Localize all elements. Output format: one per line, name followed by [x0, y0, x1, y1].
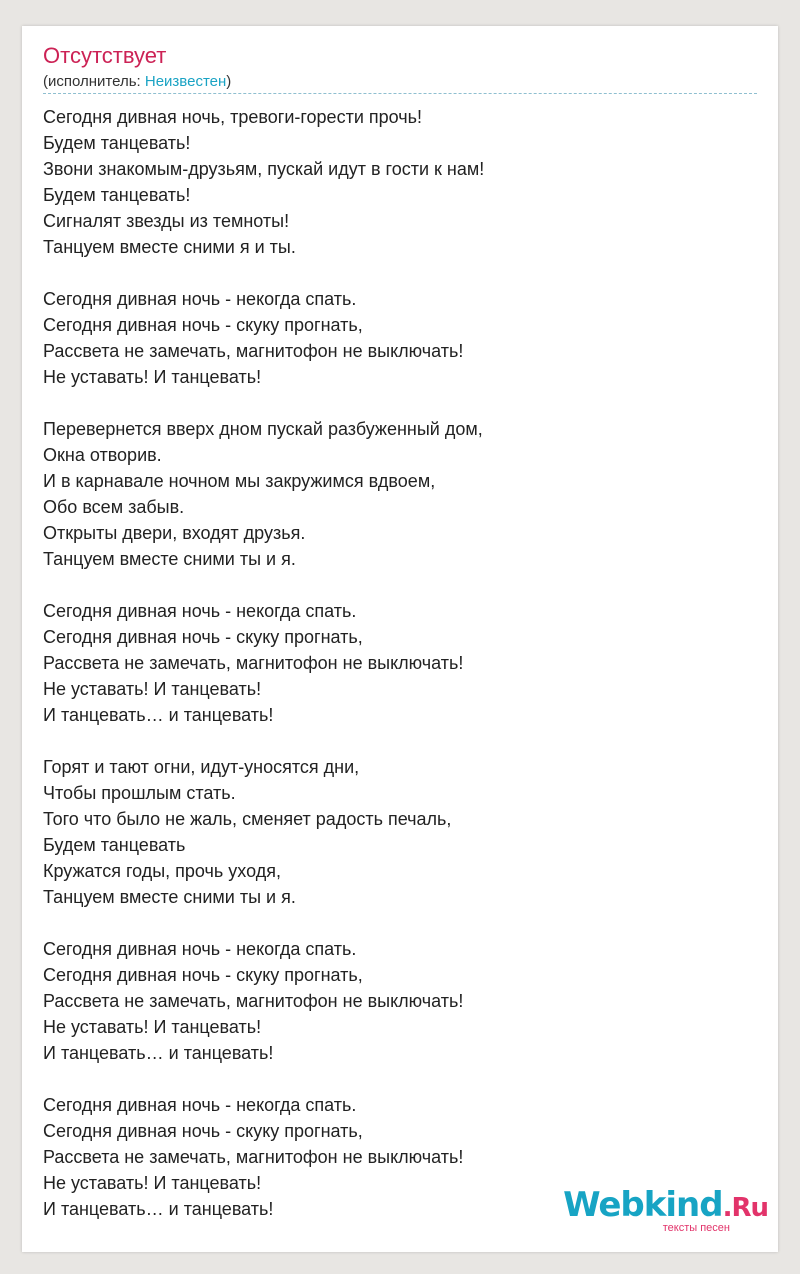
lyric-line: И танцевать… и танцевать! — [43, 1043, 274, 1063]
lyric-line: Не уставать! И танцевать! — [43, 1173, 262, 1193]
lyric-line: Сегодня дивная ночь - скуку прогнать, — [43, 315, 363, 335]
lyric-line: Кружатся годы, прочь уходя, — [43, 861, 281, 881]
lyric-line: Сегодня дивная ночь - скуку прогнать, — [43, 1121, 363, 1141]
lyric-line: Сегодня дивная ночь - скуку прогнать, — [43, 965, 363, 985]
artist-prefix: (исполнитель: — [43, 73, 145, 90]
lyric-line: Будем танцевать — [43, 835, 186, 855]
logo-word: Webkind — [563, 1185, 723, 1225]
lyric-line: И в карнавале ночном мы закружимся вдвоем, — [43, 471, 436, 491]
lyrics-stanza — [43, 104, 757, 260]
lyric-line: Чтобы прошлым стать. — [43, 783, 236, 803]
lyric-line: Танцуем вместе сними ты и я. — [43, 887, 296, 907]
lyric-line: Будем танцевать! — [43, 133, 191, 153]
lyric-line: Рассвета не замечать, магнитофон не выключать! — [43, 1147, 464, 1167]
artist-link[interactable]: Неизвестен — [144, 73, 227, 90]
lyrics-stanza — [43, 598, 757, 728]
lyrics-card — [22, 26, 778, 1252]
song-title: Отсутствует — [43, 43, 167, 68]
logo-wordmark — [563, 1185, 768, 1225]
lyric-line: Сегодня дивная ночь - скуку прогнать, — [43, 627, 363, 647]
lyric-line: Не уставать! И танцевать! — [43, 367, 262, 387]
lyric-line: Рассвета не замечать, магнитофон не выключать! — [43, 341, 464, 361]
lyrics-stanza — [43, 416, 757, 572]
lyrics-stanza — [43, 754, 757, 910]
lyric-line: Танцуем вместе сними я и ты. — [43, 237, 296, 257]
lyric-line: Горят и тают огни, идут-уносятся дни, — [43, 757, 360, 777]
lyric-line: Того что было не жаль, сменяет радость печаль, — [43, 809, 452, 829]
lyrics-text — [43, 104, 757, 1248]
lyrics-stanza — [43, 936, 757, 1066]
artist-line — [43, 72, 231, 92]
lyric-line: Обо всем забыв. — [43, 497, 185, 517]
lyric-line: Будем танцевать! — [43, 185, 191, 205]
lyric-line: Окна отворив. — [43, 445, 162, 465]
logo-tld: .Ru — [722, 1193, 768, 1223]
lyric-line: Танцуем вместе сними ты и я. — [43, 549, 296, 569]
lyric-line: Звони знакомым-друзьям, пускай идут в гости к нам! — [43, 159, 485, 179]
lyric-line: Перевернется вверх дном пускай разбуженный дом, — [43, 419, 483, 439]
lyric-line: Сегодня дивная ночь - некогда спать. — [43, 939, 357, 959]
webkind-logo[interactable] — [563, 1185, 768, 1234]
logo-tagline: тексты песен — [662, 1222, 730, 1234]
lyric-line: Рассвета не замечать, магнитофон не выключать! — [43, 653, 464, 673]
lyric-line: Сегодня дивная ночь - некогда спать. — [43, 601, 357, 621]
lyric-line: И танцевать… и танцевать! — [43, 705, 274, 725]
lyric-line: Сегодня дивная ночь, тревоги-горести прочь! — [43, 107, 423, 127]
lyric-line: Не уставать! И танцевать! — [43, 679, 262, 699]
artist-suffix: ) — [226, 73, 232, 90]
lyric-line: Сегодня дивная ночь - некогда спать. — [43, 289, 357, 309]
lyric-line: Не уставать! И танцевать! — [43, 1017, 262, 1037]
lyric-line: Сегодня дивная ночь - некогда спать. — [43, 1095, 357, 1115]
lyrics-stanza — [43, 286, 757, 390]
title-divider — [43, 93, 757, 94]
lyric-line: Сигналят звезды из темноты! — [43, 211, 290, 231]
lyric-line: Рассвета не замечать, магнитофон не выключать! — [43, 991, 464, 1011]
lyric-line: Открыты двери, входят друзья. — [43, 523, 306, 543]
lyric-line: И танцевать… и танцевать! — [43, 1199, 274, 1219]
